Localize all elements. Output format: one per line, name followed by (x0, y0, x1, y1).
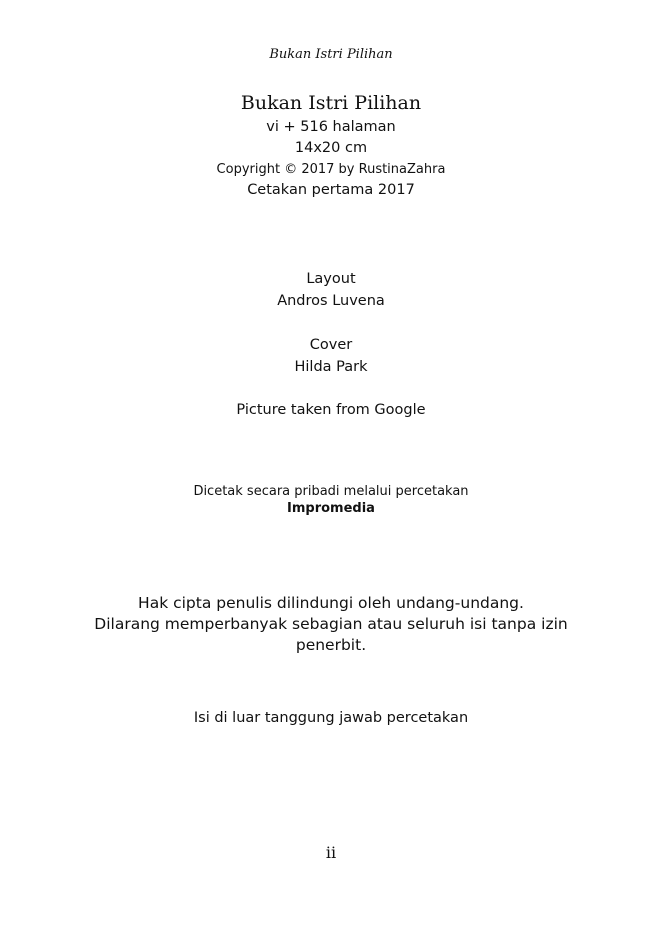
book-size: 14x20 cm (294, 140, 368, 156)
cover-label: Cover (309, 337, 353, 353)
page-count: vi + 516 halaman (266, 119, 396, 135)
layout-label: Layout (306, 271, 356, 287)
copyright-protection: Hak cipta penulis dilindungi oleh undang-undang. (138, 594, 524, 612)
printer-name: Impromedia (287, 501, 375, 516)
book-title: Bukan Istri Pilihan (240, 92, 422, 114)
running-header: Bukan Istri Pilihan (269, 47, 393, 62)
cover-name: Hilda Park (294, 359, 368, 375)
layout-name: Andros Luvena (277, 293, 385, 309)
printer-note: Dicetak secara pribadi melalui percetakan (193, 484, 469, 499)
picture-source: Picture taken from Google (236, 402, 426, 418)
edition-line: Cetakan pertama 2017 (247, 182, 415, 198)
reproduction-warning-continued: penerbit. (295, 636, 367, 654)
printer-disclaimer: Isi di luar tanggung jawab percetakan (193, 710, 469, 726)
page-number: ii (325, 843, 337, 862)
copyright-line: Copyright © 2017 by RustinaZahra (216, 162, 446, 177)
reproduction-warning: Dilarang memperbanyak sebagian atau seluruh isi tanpa izin (94, 615, 568, 633)
